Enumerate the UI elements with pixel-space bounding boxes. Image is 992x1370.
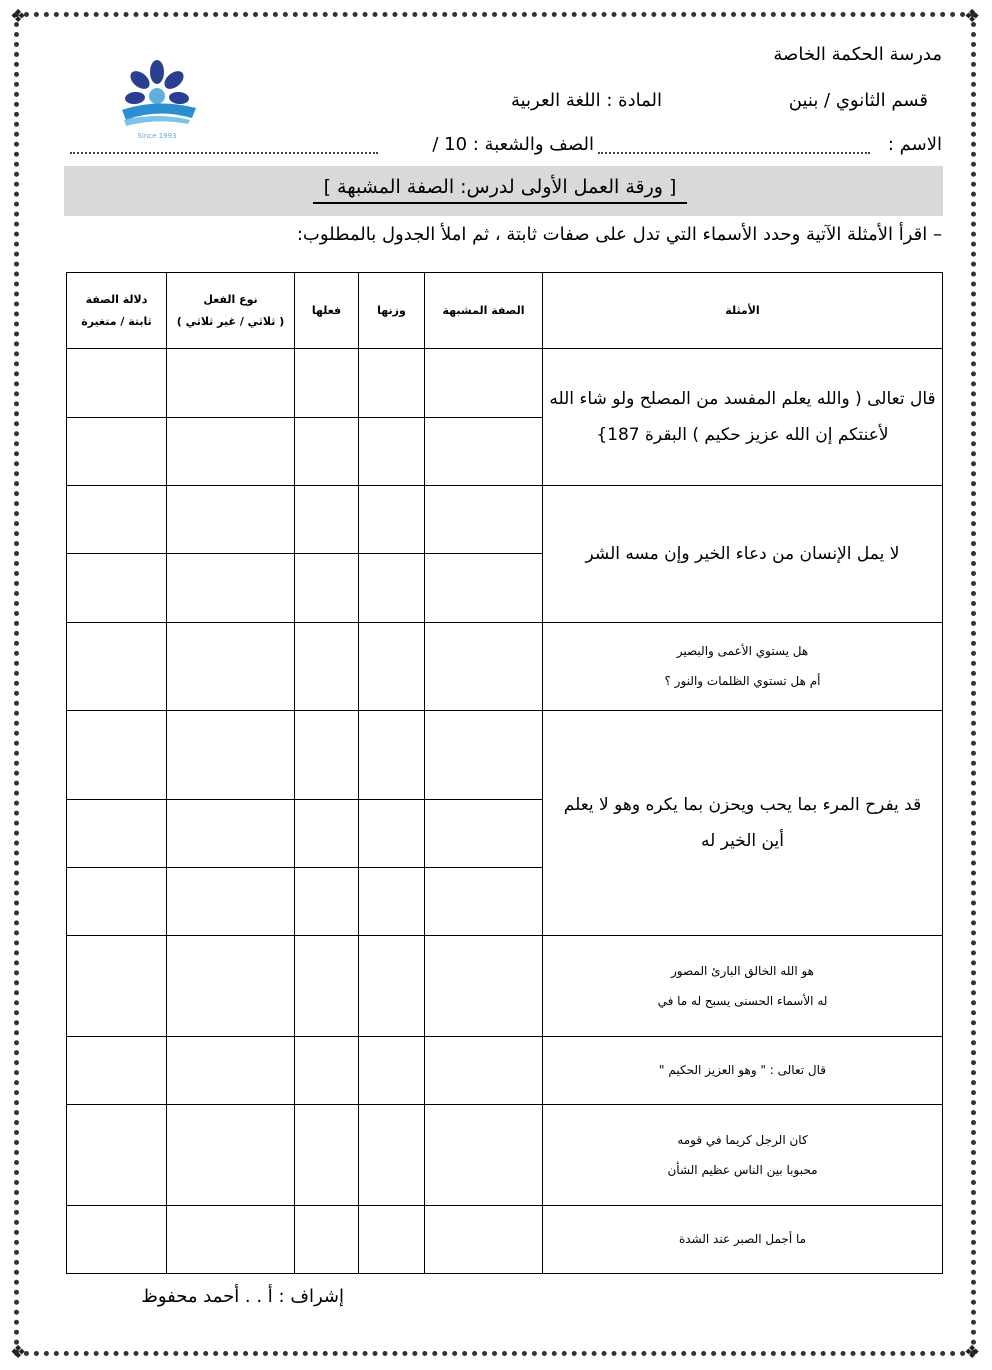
worksheet-title: [ ورقة العمل الأولى لدرس: الصفة المشبهة ] [313,172,687,204]
example-cell: قال تعالى : " وهو العزيز الحكيم " [543,1036,943,1104]
instruction: – اقرأ الأمثلة الآتية وحدد الأسماء التي تدل على صفات ثابتة ، ثم املأ الجدول بالمطلوب: [296,224,942,245]
example-cell: هو الله الخالق البارئ المصور له الأسماء الحسنى يسبح له ما في [543,936,943,1037]
svg-text:Since 1993: Since 1993 [137,132,177,140]
example-cell: هل يستوي الأعمى والبصير أم هل تستوي الظلمات والنور ؟ [543,622,943,710]
answer-cell[interactable] [67,1105,167,1206]
answer-cell[interactable] [425,349,543,417]
answer-cell[interactable] [295,1036,359,1104]
answer-cell[interactable] [167,554,295,622]
answer-cell[interactable] [295,349,359,417]
answer-cell[interactable] [67,622,167,710]
table-row [67,486,943,554]
answer-cell[interactable] [425,417,543,485]
corner-ornament-icon: ❖ [964,6,981,27]
example-cell: ما أجمل الصبر عند الشدة [543,1205,943,1273]
answer-cell[interactable] [425,554,543,622]
corner-ornament-icon: ❖ [10,1342,27,1363]
answer-cell[interactable] [167,936,295,1037]
answer-cell[interactable] [67,1205,167,1273]
answer-cell[interactable] [359,622,425,710]
answer-cell[interactable] [425,1205,543,1273]
table-row [67,1205,943,1273]
answer-cell[interactable] [425,799,543,867]
table-row [67,1036,943,1104]
answer-cell[interactable] [167,486,295,554]
table-row [67,936,943,1037]
name-label: الاسم : [887,134,942,155]
answer-cell[interactable] [425,711,543,799]
answer-cell[interactable] [425,486,543,554]
example-cell: كان الرجل كريما في قومه محبوبا بين الناس عظيم الشأن [543,1105,943,1206]
example-cell: قد يفرح المرء بما يحب ويحزن بما يكره وهو لا يعلم أين الخير له [543,711,943,936]
table-row [67,711,943,799]
answer-cell[interactable] [425,1036,543,1104]
table-row [67,622,943,710]
answer-table [66,272,943,1274]
answer-cell[interactable] [67,799,167,867]
answer-cell[interactable] [67,867,167,935]
answer-cell[interactable] [295,711,359,799]
answer-cell[interactable] [295,486,359,554]
answer-cell[interactable] [295,867,359,935]
header-pattern: وزنها [359,273,425,349]
answer-cell[interactable] [167,711,295,799]
table-header-row [67,273,943,349]
answer-cell[interactable] [425,1105,543,1206]
answer-cell[interactable] [359,799,425,867]
answer-cell[interactable] [67,936,167,1037]
answer-cell[interactable] [167,349,295,417]
name-field[interactable] [598,152,870,154]
answer-cell[interactable] [295,417,359,485]
answer-cell[interactable] [359,1205,425,1273]
answer-cell[interactable] [67,486,167,554]
answer-cell[interactable] [359,1105,425,1206]
answer-cell[interactable] [67,417,167,485]
answer-cell[interactable] [359,711,425,799]
answer-cell[interactable] [359,936,425,1037]
answer-cell[interactable] [359,867,425,935]
answer-cell[interactable] [295,799,359,867]
class-field[interactable] [70,152,378,154]
answer-cell[interactable] [295,554,359,622]
answer-cell[interactable] [167,867,295,935]
answer-cell[interactable] [295,936,359,1037]
supervision-label: إشراف : أ . . أحمد محفوظ [141,1286,344,1307]
header-verb: فعلها [295,273,359,349]
answer-cell[interactable] [359,349,425,417]
example-cell: لا يمل الإنسان من دعاء الخير وإن مسه الشر [543,486,943,623]
answer-cell[interactable] [359,1036,425,1104]
answer-cell[interactable] [167,417,295,485]
corner-ornament-icon: ❖ [10,6,27,27]
answer-cell[interactable] [67,554,167,622]
header-verb-type: نوع الفعل ( ثلاثي / غير ثلاثي ) [167,273,295,349]
header-adjective: الصفة المشبهة [425,273,543,349]
header-examples: الأمثلة [543,273,943,349]
header-meaning: دلالة الصفة ثابتة / متغيرة [67,273,167,349]
section-label: قسم الثانوي / بنين [788,90,928,111]
example-cell: قال تعالى ( والله يعلم المفسد من المصلح ولو شاء الله لأعنتكم إن الله عزيز حكيم ) البقرة 187} [543,349,943,486]
answer-cell[interactable] [67,349,167,417]
answer-cell[interactable] [359,417,425,485]
school-logo [104,58,210,144]
answer-cell[interactable] [295,1205,359,1273]
corner-ornament-icon: ❖ [964,1342,981,1363]
answer-cell[interactable] [167,1105,295,1206]
answer-cell[interactable] [425,622,543,710]
answer-cell[interactable] [167,1036,295,1104]
class-label: الصف والشعبة : 10 / [432,134,594,155]
answer-cell[interactable] [167,1205,295,1273]
answer-cell[interactable] [425,867,543,935]
answer-cell[interactable] [167,799,295,867]
subject-label: المادة : اللغة العربية [510,90,662,111]
answer-cell[interactable] [359,554,425,622]
answer-cell[interactable] [167,622,295,710]
table-row [67,349,943,417]
answer-cell[interactable] [67,711,167,799]
school-name: مدرسة الحكمة الخاصة [773,44,942,65]
answer-cell[interactable] [295,622,359,710]
answer-cell[interactable] [295,1105,359,1206]
table-row [67,1105,943,1206]
answer-cell[interactable] [359,486,425,554]
answer-cell[interactable] [67,1036,167,1104]
answer-cell[interactable] [425,936,543,1037]
